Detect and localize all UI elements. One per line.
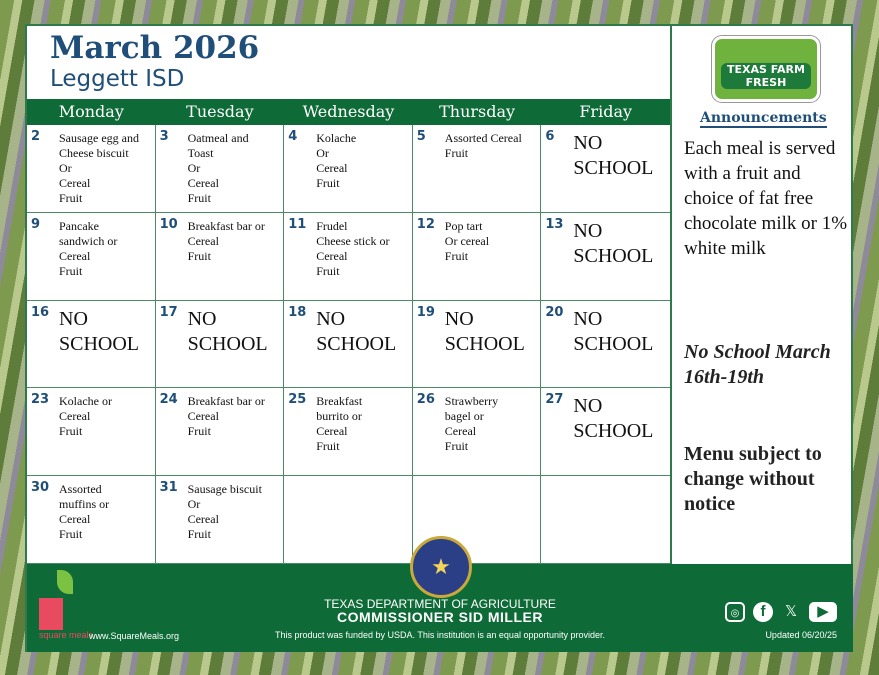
meal-note: Each meal is served with a fruit and choice of fat free chocolate milk or 1% white milk [684,138,848,259]
menu-text: Breakfast burrito or Cereal Fruit [316,394,363,454]
day-number: 19 [416,304,435,320]
day-cell [413,125,542,213]
day-cell [27,476,156,564]
day-cell [284,213,413,301]
day-cell [156,125,285,213]
menu-text: Pop tart Or cereal Fruit [444,218,490,263]
day-number: 10 [159,216,178,232]
day-number: 11 [288,216,307,232]
disclaimer: This product was funded by USDA. This institution is an equal opportunity provider. [274,630,605,640]
day-cell [541,213,670,301]
day-cell [284,388,413,476]
weekday-thursday: Thursday [439,102,516,121]
menu-text: Strawberry bagel or Cereal Fruit [444,394,499,454]
day-number: 26 [416,392,435,408]
day-cell [541,301,670,389]
no-school-label: NO SCHOOL [316,307,397,355]
day-number: 25 [288,392,307,408]
day-number: 2 [31,129,41,144]
day-number: 18 [288,304,307,320]
day-number: 16 [31,304,50,320]
weekday-tuesday: Tuesday [186,102,254,121]
day-cell [413,301,542,389]
no-school-label: NO SCHOOL [187,307,268,355]
menu-text: Kolache or Cereal Fruit [59,394,112,439]
day-cell [413,388,542,476]
page-title: March 2026 [50,30,260,66]
menu-text: Pancake sandwich or Cereal Fruit [59,218,118,278]
menu-text: Oatmeal and Toast Or Cereal Fruit [187,131,249,205]
no-school-note: No School March 16th-19th [684,341,831,388]
menu-text: Assorted Cereal Fruit [444,131,522,160]
facebook-icon[interactable]: f [753,602,773,622]
menu-calendar [25,24,853,652]
day-cell [156,476,285,564]
day-cell [27,213,156,301]
day-cell [541,125,670,213]
announcements-panel [670,26,853,564]
day-cell [156,301,285,389]
day-number: 17 [159,304,178,320]
day-number: 6 [545,129,555,144]
day-cell [541,388,670,476]
social-links [725,602,837,622]
weekday-monday: Monday [58,102,124,121]
weekday-bar [27,99,670,125]
menu-text: Breakfast bar or Cereal Fruit [187,218,265,263]
day-cell [27,301,156,389]
day-number: 3 [159,129,169,144]
day-cell [541,476,670,564]
commissioner-name: COMMISSIONER SID MILLER [337,609,543,625]
day-number: 30 [31,480,50,496]
apple-leaf-icon [57,570,73,594]
no-school-label: NO SCHOOL [573,395,654,443]
footer [27,554,853,652]
no-school-label: NO SCHOOL [59,307,140,355]
menu-text: Sausage egg and Cheese biscuit Or Cereal Fruit [59,131,139,205]
youtube-icon[interactable]: ▶ [809,602,837,622]
day-number: 20 [545,304,564,320]
no-school-label: NO SCHOOL [573,132,654,179]
menu-text: Breakfast bar or Cereal Fruit [187,394,265,439]
day-cell [284,301,413,389]
no-school-label: NO SCHOOL [573,307,654,355]
day-cell [284,476,413,564]
website-link[interactable]: www.SquareMeals.org [89,631,180,641]
no-school-label: NO SCHOOL [573,219,654,267]
day-cell [156,213,285,301]
texas-farm-fresh-logo: TEXAS FARM FRESH [712,36,820,102]
square-meals-logo-text: square meals [39,630,94,640]
district-name: Leggett ISD [50,66,185,92]
day-cell [413,213,542,301]
updated-date: Updated 06/20/25 [765,630,837,640]
day-number: 9 [31,216,41,232]
calendar-header [27,26,670,99]
agency-name: TEXAS DEPARTMENT OF AGRICULTURE [324,597,556,611]
day-number: 27 [545,392,564,408]
day-number: 31 [159,480,178,496]
day-cell [27,388,156,476]
menu-text: Kolache Or Cereal Fruit [316,131,357,190]
weekday-friday: Friday [579,102,633,121]
announcements-title: Announcements [700,110,827,126]
x-icon[interactable]: 𝕏 [784,603,798,620]
calendar-grid [27,125,670,564]
day-number: 24 [159,392,178,408]
instagram-icon[interactable]: ◎ [725,602,745,622]
tda-seal-icon: ★ [410,536,472,598]
day-cell [27,125,156,213]
day-cell [156,388,285,476]
menu-text: Frudel Cheese stick or Cereal Fruit [316,218,390,278]
weekday-wednesday: Wednesday [302,102,395,121]
day-number: 23 [31,392,50,408]
day-number: 5 [416,129,426,144]
menu-text: Assorted muffins or Cereal Fruit [59,482,110,542]
day-cell [284,125,413,213]
menu-text: Sausage biscuit Or Cereal Fruit [187,482,262,542]
day-number: 4 [288,129,298,144]
day-number: 13 [545,216,564,232]
no-school-label: NO SCHOOL [444,307,525,355]
menu-change-note: Menu subject to change without notice [684,443,822,515]
day-number: 12 [416,216,435,232]
